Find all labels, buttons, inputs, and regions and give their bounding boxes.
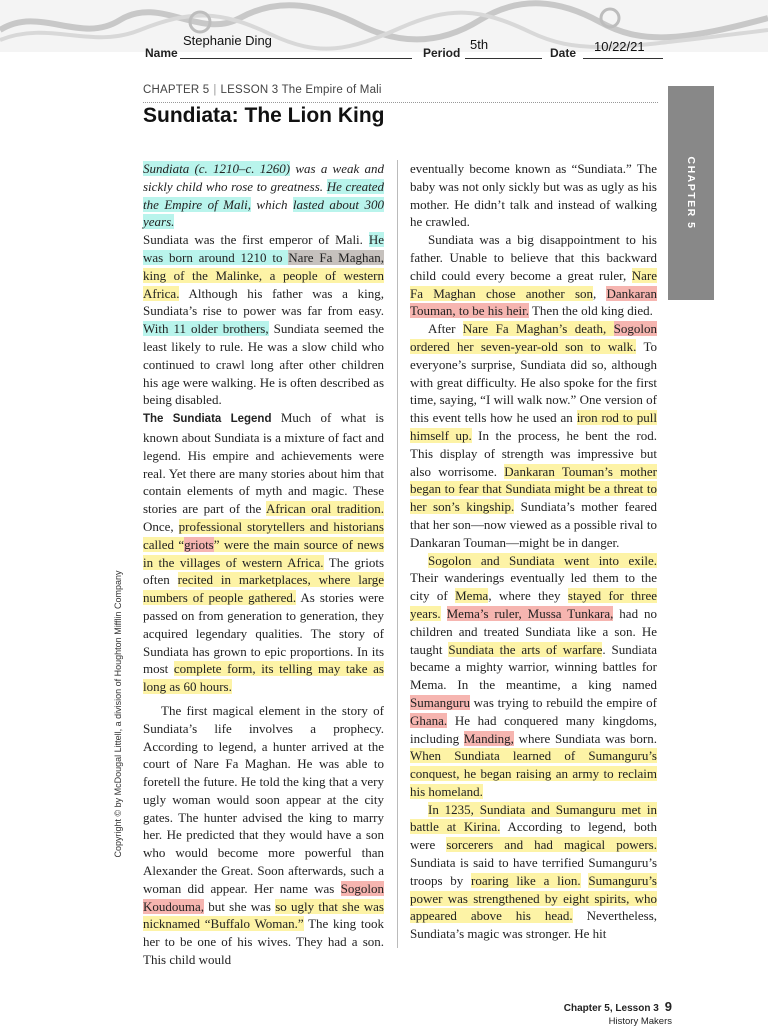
text-run: According to legend, both were [410, 819, 658, 853]
highlight: king of the Malinke, a people of western Africa. [143, 267, 384, 301]
title-divider [143, 102, 658, 103]
highlight: Ghana. [410, 712, 448, 728]
highlight: Sogolon [613, 321, 657, 337]
page-title: Sundiata: The Lion King [143, 104, 385, 127]
highlight: Sundiata the arts of warfare [448, 641, 603, 657]
highlight: Sundiata (c. 1210–c. 1260) [143, 161, 291, 176]
highlight: Mema [455, 588, 489, 604]
highlight: African oral tradition. [266, 501, 384, 517]
text-run: The griots often [143, 554, 385, 588]
highlight: Nare Fa Maghan chose another son [410, 267, 657, 301]
decorative-header-band [0, 0, 768, 52]
text-run: Although his father was a king, Sundiata’s rise to power was far from easy. [143, 285, 384, 319]
paragraph-legend [143, 409, 384, 696]
highlight: recited in marketplaces, where large numbers of people gathered. [143, 572, 384, 606]
highlight: so ugly that she was nicknamed “Buffalo Woman.” [143, 898, 384, 932]
text-run: Then the old king died. [528, 303, 653, 319]
text-run: Once, [143, 518, 179, 534]
column-divider [397, 160, 398, 948]
paragraph-battle [410, 801, 657, 943]
highlight: Sogolon and Sundiata went into exile. [428, 552, 657, 568]
text-run: where Sundiata was born. [513, 730, 657, 746]
highlight: lasted about 300 years. [143, 196, 384, 230]
chapter-number: CHAPTER 5 [143, 84, 210, 96]
text-run: which [250, 196, 293, 212]
text-run: , [593, 285, 607, 301]
paragraph-intro [143, 160, 384, 231]
text-run: , where they [488, 588, 568, 604]
highlight: Dankaran Touman’s mother began to fear that Sundiata might be a threat to her son’s kingship. [410, 463, 657, 515]
highlight: With 11 older brothers, [143, 321, 269, 337]
date-value: 10/22/21 [594, 39, 645, 54]
highlight: Dankaran Touman, to be his heir. [410, 285, 657, 319]
text-run: Sundiata’s mother feared that her son—now viewed as a possible rival to Dankaran Touman—might be in danger. [410, 499, 657, 550]
footer-book-title: History Makers [608, 1016, 672, 1027]
paragraph-disappointment [410, 231, 657, 320]
text-run: To everyone’s surprise, Sundiata did so, although with great difficulty. He also spoke for the first time, saying, “I will walk now.” One version of this event tells how he used an [410, 338, 657, 426]
text-run: He had conquered many kingdoms, including [410, 712, 657, 746]
name-underline [180, 58, 412, 59]
text-run: In the process, he bent the rod. This display of strength was impressive but also worrisome. [410, 427, 658, 479]
text-run: Nevertheless, Sundiata’s magic was stronger. He hit [410, 908, 657, 942]
page-number: 9 [664, 999, 672, 1014]
paragraph-continued [410, 160, 657, 231]
chapter-side-tab [668, 86, 714, 300]
highlight: sorcerers and had magical powers. [446, 837, 657, 853]
text-run: . Sundiata became a mighty warrior, winning battles for Mema. In the meantime, a king named [410, 641, 657, 693]
name-label: Name [145, 46, 178, 60]
text-run: had no children and treated Sundiata like a son. He taught [410, 605, 657, 657]
highlight: griots [184, 536, 214, 552]
footer-lesson: Chapter 5, Lesson 3 [563, 1003, 659, 1014]
text-run: Sundiata was a big disappointment to his father. Unable to believe that this backward child could every become a great ruler, [410, 232, 657, 283]
period-underline [465, 58, 542, 59]
highlight: ordered her seven-year-old son to walk. [410, 338, 637, 354]
paragraph-exile [410, 552, 657, 801]
text-run: Sundiata is said to have terrified Sumanguru’s troops by [410, 855, 657, 888]
text-run: was trying to rebuild the empire of [469, 694, 657, 710]
text-run: As stories were passed on from generation to generation, they acquired legendary qualities. The story of Sundiata has grown to epic proportions. In its most [143, 590, 384, 677]
period-label: Period [423, 46, 461, 60]
highlight: He was born around 1210 to [143, 232, 384, 265]
period-value: 5th [470, 37, 489, 52]
section-heading: The Sundiata Legend [143, 413, 272, 426]
copyright-notice: Copyright © by McDougal Littell, a division of Houghton Mifflin Company [113, 570, 123, 858]
highlight: Sumanguru’s power was strengthened by eight spirits, who appeared above his head. [410, 872, 657, 924]
text-run: Sundiata seemed the least likely to rule. He was a slow child who continued to crawl long after other children his age were walking. He is often described as being disabled. [143, 321, 384, 408]
highlight: stayed for three years. [410, 588, 658, 621]
highlight: iron rod to pull himself up. [410, 410, 658, 443]
highlight: Nare Fa Maghan, [288, 249, 384, 265]
chapter-lesson-line [143, 84, 382, 96]
text-column-right [410, 160, 657, 943]
text-column-left [143, 160, 384, 969]
text-run: Sundiata was the first emperor of Mali. [143, 232, 369, 248]
text-run: eventually become known as “Sundiata.” The baby was not only sickly but was as ugly as his mother. He didn’t talk and instead of walking he crawled. [410, 161, 657, 230]
highlight: Sumanguru [410, 694, 470, 710]
text-run: After [428, 321, 463, 337]
date-label: Date [550, 46, 577, 60]
paragraph-first-emperor [143, 231, 384, 409]
highlight: professional storytellers and historians called “ [143, 518, 384, 552]
highlight: complete form, its telling may take as long as 60 hours. [143, 661, 384, 695]
highlight: He created the Empire of Mali, [143, 178, 384, 212]
highlight: Mema’s ruler, Mussa Tunkara, [446, 605, 614, 621]
text-run [441, 606, 447, 621]
highlight: ” were the main source of news in the villages of western Africa. [143, 536, 384, 570]
chapter-separator: | [213, 84, 217, 96]
text-run: The king took her to be one of his wives. They had a son. This child would [143, 916, 384, 968]
text-run: but she was [204, 898, 276, 914]
text-run: Much of what is known about Sundiata is a mixture of fact and legend. His empire and achievements were real. Yet there are many stories about him that contain elements of myth and magic. These stories are part of the [143, 410, 384, 517]
highlight: Nare Fa Maghan’s death, [462, 321, 614, 337]
paragraph-walk [410, 320, 657, 551]
highlight: Manding, [463, 730, 514, 746]
lesson-title: LESSON 3 The Empire of Mali [220, 84, 382, 96]
chapter-side-tab-label: CHAPTER 5 [685, 156, 697, 230]
text-run: was a weak and sickly child who rose to greatness. [143, 161, 384, 194]
date-underline [583, 58, 663, 59]
paragraph-prophecy [143, 702, 384, 969]
name-value: Stephanie Ding [183, 33, 272, 48]
page-footer [564, 998, 672, 1027]
highlight: In 1235, Sundiata and Sumanguru met in battle at Kirina. [410, 801, 657, 835]
text-run: Their wanderings eventually led them to the city of [410, 570, 657, 604]
text-run: The first magical element in the story of Sundiata’s life involves a prophecy. According to legend, a hunter arrived at the court of Nare Fa Maghan. He was able to foretell the future. He told the king that a very ugly woman would soon appear at the city gates. The hunter advised the king to marry her. He predicted that they would have a son who would become more powerful than Alexander the Great. Soon afterwards, such a woman did appear. Her name was [143, 702, 384, 896]
highlight: When Sundiata learned of Sumanguru’s conquest, he began raising an army to reclaim his homeland. [410, 748, 657, 799]
highlight: roaring like a lion. [471, 872, 581, 888]
highlight: Sogolon Koudouma, [143, 880, 384, 914]
